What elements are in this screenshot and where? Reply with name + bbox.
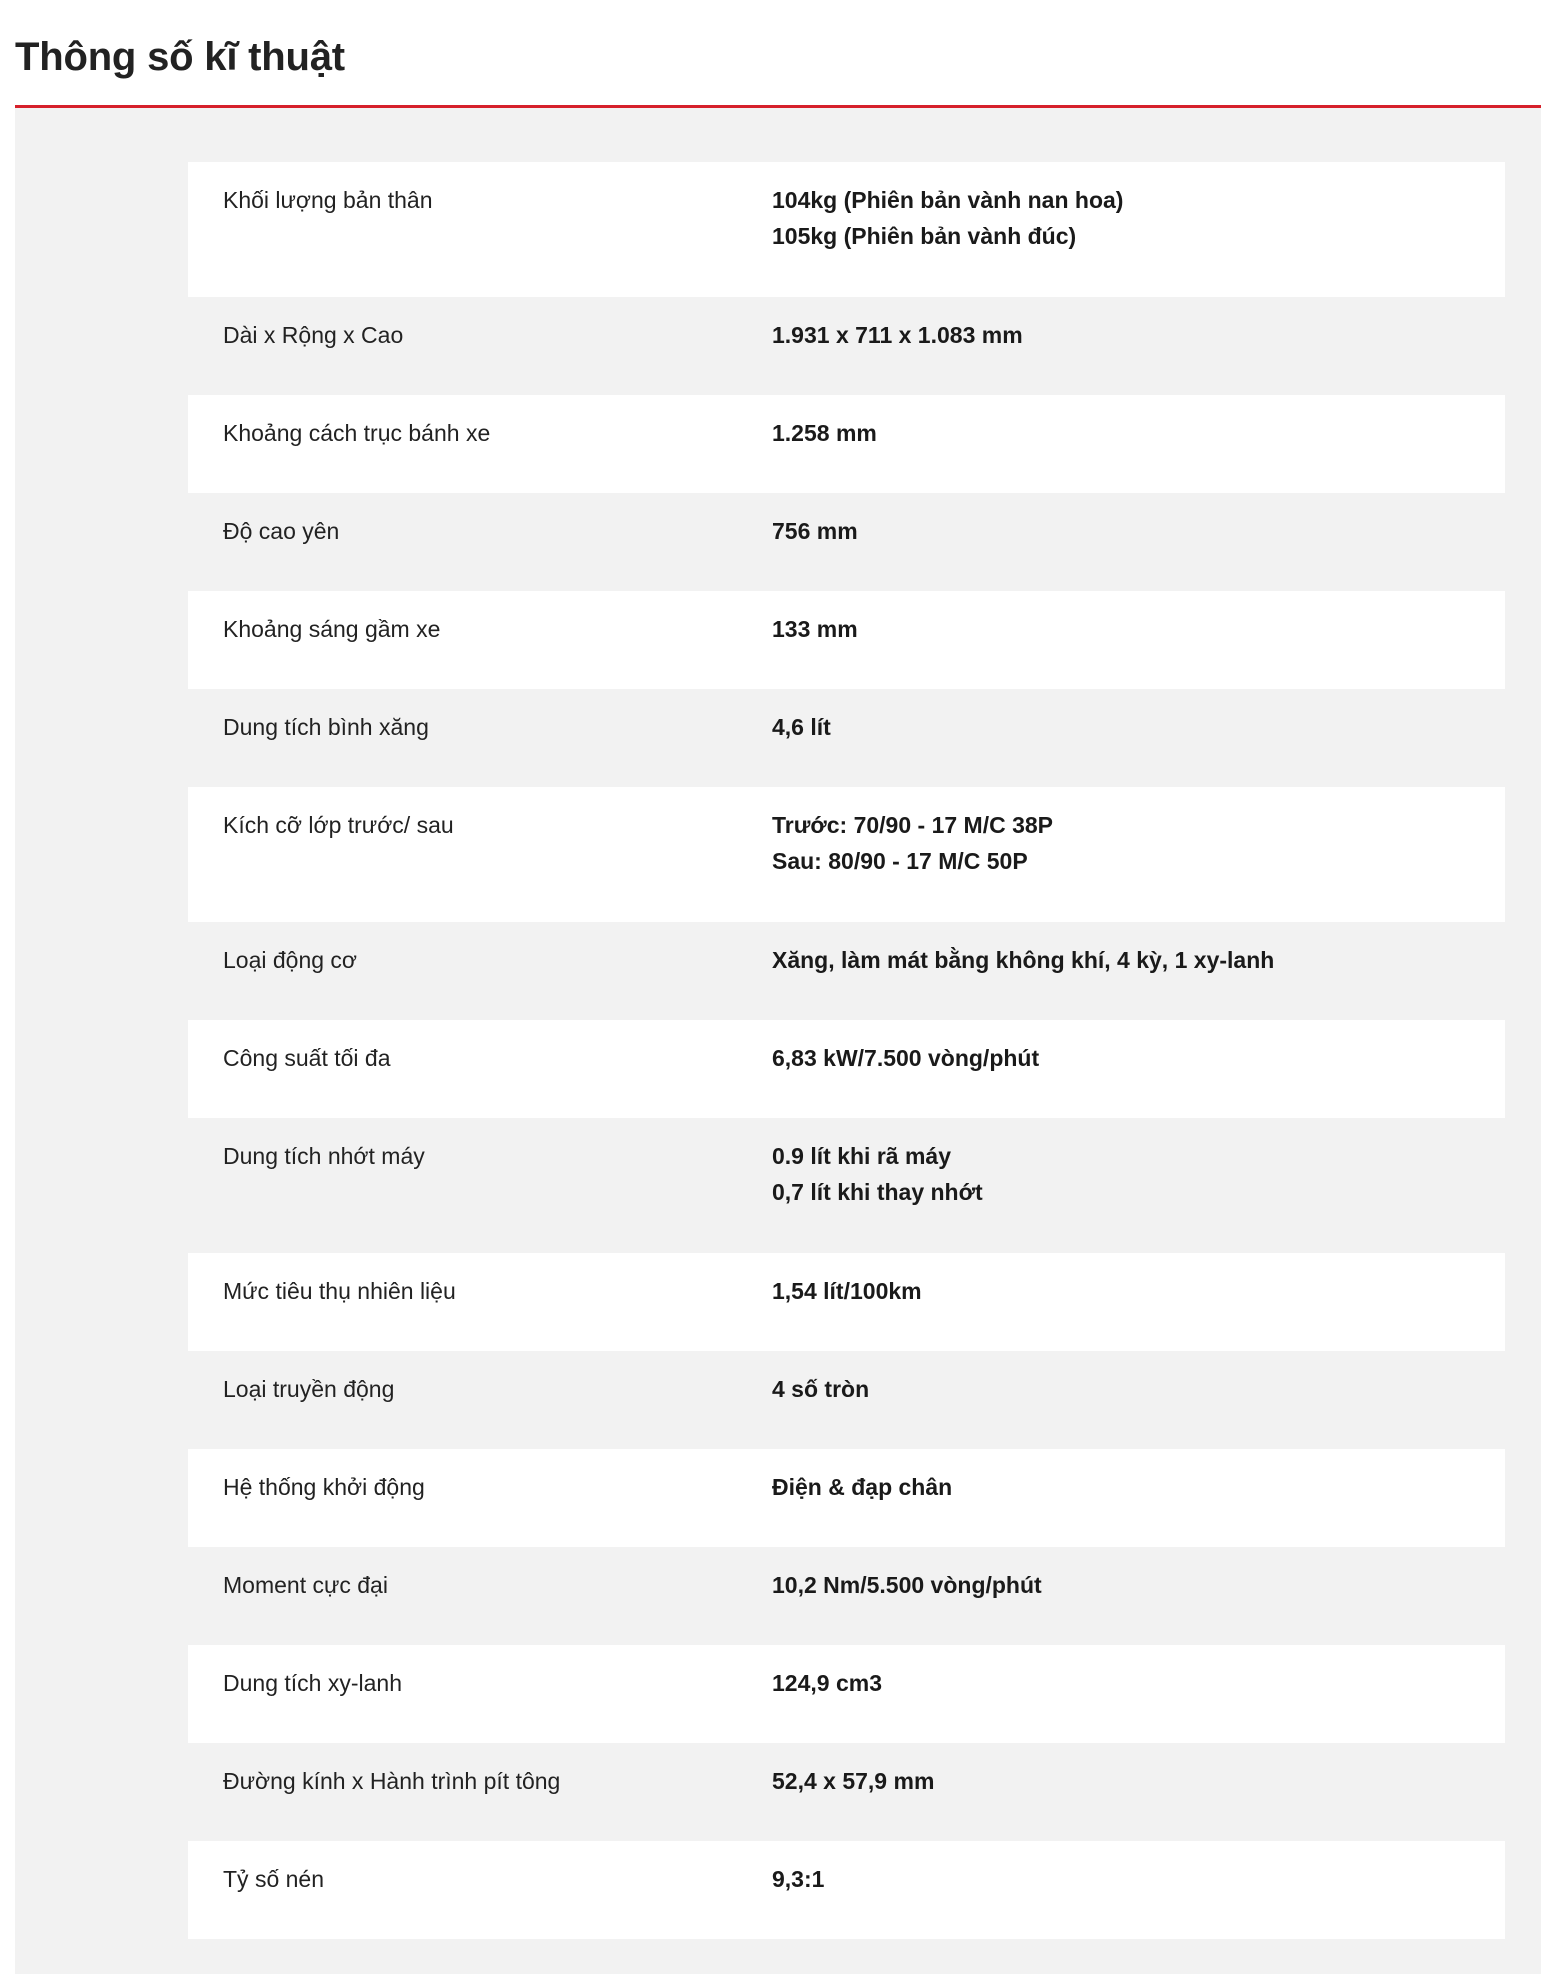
spec-label: Dung tích xy-lanh (223, 1670, 402, 1696)
spec-value (772, 1040, 1505, 1118)
spec-row-bore-stroke (188, 1743, 1505, 1841)
spec-value-line: 104kg (Phiên bản vành nan hoa) (772, 187, 1124, 213)
spec-row-seat-height (188, 493, 1505, 591)
spec-label: Kích cỡ lớp trước/ sau (223, 812, 454, 838)
spec-row-ground-clearance (188, 591, 1505, 689)
spec-value (772, 807, 1505, 922)
spec-value-line: 9,3:1 (772, 1866, 825, 1892)
spec-label: Độ cao yên (223, 518, 340, 544)
spec-table (188, 162, 1505, 1939)
spec-value (772, 1273, 1505, 1351)
spec-value (772, 1138, 1505, 1253)
spec-value-line: 124,9 cm3 (772, 1670, 882, 1696)
spec-row-weight (188, 162, 1505, 297)
spec-value-line: 52,4 x 57,9 mm (772, 1768, 935, 1794)
spec-row-compression-ratio (188, 1841, 1505, 1939)
spec-value-line: Xăng, làm mát bằng không khí, 4 kỳ, 1 xy-lanh (772, 947, 1275, 973)
spec-value (772, 1469, 1505, 1547)
spec-value (772, 415, 1505, 493)
spec-value-line: 105kg (Phiên bản vành đúc) (772, 223, 1077, 249)
page-title: Thông số kĩ thuật (15, 35, 345, 79)
spec-value-line: Trước: 70/90 - 17 M/C 38P (772, 812, 1054, 838)
spec-value (772, 317, 1505, 395)
spec-label: Tỷ số nén (223, 1866, 324, 1892)
spec-value (772, 1763, 1505, 1841)
spec-label: Dài x Rộng x Cao (223, 322, 404, 348)
spec-value-line: 1,54 lít/100km (772, 1278, 922, 1304)
spec-label: Dung tích nhớt máy (223, 1143, 425, 1169)
spec-value-line: 0.9 lít khi rã máy (772, 1143, 951, 1169)
spec-value-line: Điện & đạp chân (772, 1474, 953, 1500)
spec-label: Moment cực đại (223, 1572, 388, 1598)
spec-value (772, 1371, 1505, 1449)
spec-value-line: 133 mm (772, 616, 858, 642)
spec-value-line: 0,7 lít khi thay nhớt (772, 1179, 983, 1205)
spec-label: Mức tiêu thụ nhiên liệu (223, 1278, 456, 1304)
spec-row-oil-capacity (188, 1118, 1505, 1253)
spec-label: Khoảng cách trục bánh xe (223, 420, 491, 446)
spec-row-tire-size (188, 787, 1505, 922)
spec-value (772, 942, 1505, 1020)
spec-row-engine-type (188, 922, 1505, 1020)
spec-value-line: 10,2 Nm/5.500 vòng/phút (772, 1572, 1042, 1598)
spec-value (772, 513, 1505, 591)
spec-row-wheelbase (188, 395, 1505, 493)
spec-label: Khối lượng bản thân (223, 187, 433, 213)
spec-value (772, 611, 1505, 689)
spec-value-line: 1.931 x 711 x 1.083 mm (772, 322, 1023, 348)
spec-value-line: 4,6 lít (772, 714, 831, 740)
spec-label: Loại truyền động (223, 1376, 395, 1402)
spec-row-fuel-tank (188, 689, 1505, 787)
spec-label: Đường kính x Hành trình pít tông (223, 1768, 561, 1794)
spec-panel (15, 108, 1541, 1974)
spec-value-line: 1.258 mm (772, 420, 877, 446)
spec-value-line: Sau: 80/90 - 17 M/C 50P (772, 848, 1028, 874)
spec-value (772, 709, 1505, 787)
spec-row-displacement (188, 1645, 1505, 1743)
spec-row-max-torque (188, 1547, 1505, 1645)
spec-label: Khoảng sáng gầm xe (223, 616, 441, 642)
page-header (15, 0, 1541, 108)
spec-label: Hệ thống khởi động (223, 1474, 425, 1500)
spec-row-transmission (188, 1351, 1505, 1449)
spec-value (772, 1567, 1505, 1645)
spec-row-dimensions (188, 297, 1505, 395)
spec-row-max-power (188, 1020, 1505, 1118)
spec-value (772, 1665, 1505, 1743)
spec-label: Dung tích bình xăng (223, 714, 429, 740)
spec-value-line: 4 số tròn (772, 1376, 870, 1402)
spec-row-fuel-consumption (188, 1253, 1505, 1351)
spec-value-line: 756 mm (772, 518, 858, 544)
spec-value (772, 182, 1505, 297)
spec-value (772, 1861, 1505, 1939)
spec-value-line: 6,83 kW/7.500 vòng/phút (772, 1045, 1040, 1071)
spec-label: Công suất tối đa (223, 1045, 391, 1071)
spec-row-starter (188, 1449, 1505, 1547)
spec-label: Loại động cơ (223, 947, 358, 973)
